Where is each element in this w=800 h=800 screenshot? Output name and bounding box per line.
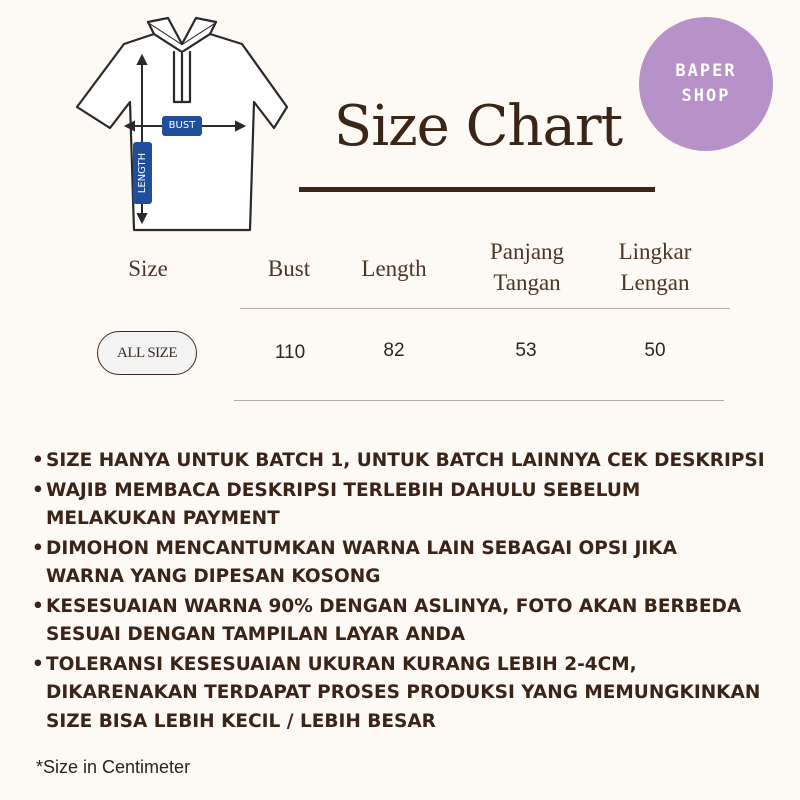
badge-line-2: SHOP — [681, 86, 731, 106]
header-bust — [244, 253, 334, 284]
table-bottom-divider — [234, 400, 724, 401]
header-length — [344, 253, 444, 284]
header-panjang-tangan-line1: Panjang — [489, 239, 565, 264]
note-line: WAJIB MEMBACA DESKRIPSI TERLEBIH DAHULU SEBELUM — [46, 479, 641, 501]
size-pill-all-size — [97, 331, 197, 375]
note-line: SIZE HANYA UNTUK BATCH 1, UNTUK BATCH LAINNYA CEK DESKRIPSI — [46, 450, 765, 471]
header-size — [108, 253, 188, 284]
note-line: KESESUAIAN WARNA 90% DENGAN ASLINYA, FOTO AKAN BERBEDA — [46, 595, 742, 617]
title-underline — [299, 187, 655, 192]
bust-label: BUST — [168, 120, 196, 131]
header-lingkar-lengan-line1: Lingkar — [618, 239, 692, 264]
cell-lingkar-lengan: 50 — [644, 340, 666, 361]
note-line: DIMOHON MENCANTUMKAN WARNA LAIN SEBAGAI OPSI JIKA — [46, 537, 677, 559]
note-item — [32, 447, 772, 476]
note-line: SESUAI DENGAN TAMPILAN LAYAR ANDA — [46, 624, 466, 645]
header-panjang-tangan — [470, 236, 584, 298]
cell-bust: 110 — [274, 342, 306, 363]
page-title: Size Chart — [333, 94, 623, 159]
bullet-icon: • — [32, 653, 44, 675]
header-size-text: Size — [128, 256, 168, 281]
note-item — [32, 477, 772, 534]
header-lingkar-lengan — [600, 236, 710, 298]
bullet-icon: • — [32, 450, 44, 471]
notes-list — [32, 447, 772, 737]
note-line: SIZE BISA LEBIH KECIL / LEBIH BESAR — [46, 710, 436, 732]
bullet-icon: • — [32, 537, 44, 559]
badge-line-1: BAPER — [675, 61, 737, 81]
header-bust-text: Bust — [267, 256, 311, 281]
note-item — [32, 593, 772, 650]
table-header-divider — [240, 308, 730, 309]
size-pill-text: ALL SIZE — [116, 344, 177, 361]
note-line: DIKARENAKAN TERDAPAT PROSES PRODUKSI YANG MEMUNGKINKAN — [46, 682, 761, 703]
note-line: MELAKUKAN PAYMENT — [46, 508, 280, 529]
cell-panjang-tangan: 53 — [515, 340, 537, 361]
header-panjang-tangan-line2: Tangan — [493, 270, 561, 295]
header-length-text: Length — [361, 256, 427, 281]
note-line: TOLERANSI KESESUAIAN UKURAN KURANG LEBIH 2-4CM, — [46, 653, 637, 675]
note-item — [32, 651, 772, 737]
note-item — [32, 535, 772, 592]
note-line: WARNA YANG DIPESAN KOSONG — [46, 566, 381, 587]
shop-logo-badge — [639, 17, 773, 151]
bullet-icon: • — [32, 479, 44, 501]
bullet-icon: • — [32, 595, 44, 617]
footnote: *Size in Centimeter — [36, 757, 191, 777]
cell-length: 82 — [383, 340, 405, 361]
length-label: LENGTH — [137, 152, 148, 194]
header-lingkar-lengan-line2: Lengan — [620, 270, 690, 295]
